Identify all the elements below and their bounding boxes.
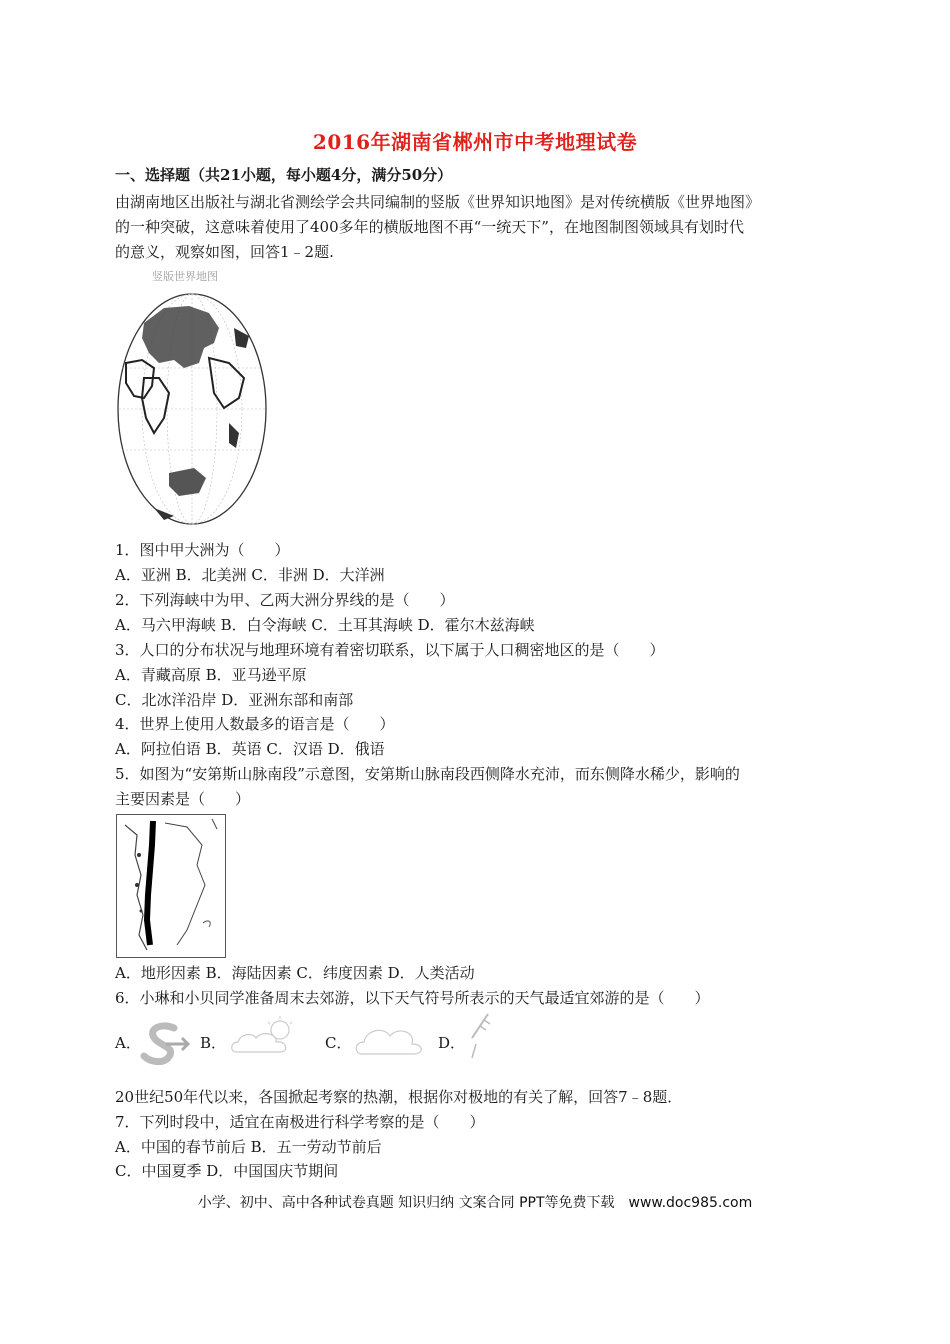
question-1: 1．图中甲大洲为（ ） bbox=[115, 541, 290, 559]
page-footer: 小学、初中、高中各种试卷真题 知识归纳 文案合同 PPT等免费下载 www.doc985.com bbox=[197, 1195, 753, 1211]
question-5-options: A．地形因素 B．海陆因素 C．纬度因素 D．人类活动 bbox=[115, 964, 475, 982]
question-2-options: A．马六甲海峡 B．白令海峡 C．土耳其海峡 D．霍尔木兹海峡 bbox=[115, 616, 535, 634]
question-4-options: A．阿拉伯语 B．英语 C．汉语 D．俄语 bbox=[115, 740, 385, 758]
question-7-options-a: A．中国的春节前后 B．五一劳动节前后 bbox=[115, 1138, 382, 1156]
intro-7-8: 20世纪50年代以来，各国掀起考察的热潮，根据你对极地的有关了解，回答7﹣8题． bbox=[115, 1088, 683, 1106]
intro-line-2: 的一种突破，这意味着使用了400多年的横版地图不再“一统天下”，在地图制图领域具有划时代 bbox=[115, 218, 744, 236]
world-map-image bbox=[114, 268, 270, 530]
question-7: 7．下列时段中，适宜在南极进行科学考察的是（ ） bbox=[115, 1113, 485, 1131]
intro-line-3: 的意义，观察如图，回答1﹣2题. bbox=[115, 243, 334, 261]
rain-icon bbox=[462, 1010, 496, 1062]
question-3-options-a: A．青藏高原 B．亚马逊平原 bbox=[115, 666, 307, 684]
question-4: 4．世界上使用人数最多的语言是（ ） bbox=[115, 715, 395, 733]
cloud-icon bbox=[352, 1018, 428, 1060]
weather-option-c-label: C． bbox=[325, 1034, 352, 1052]
intro-line-1: 由湖南地区出版社与湖北省测绘学会共同编制的竖版《世界知识地图》是对传统横版《世界地图》 bbox=[115, 193, 761, 211]
weather-option-d-label: D． bbox=[438, 1034, 466, 1052]
question-3: 3．人口的分布状况与地理环境有着密切联系，以下属于人口稠密地区的是（ ） bbox=[115, 641, 665, 659]
cloudy-sun-icon bbox=[228, 1014, 312, 1058]
weather-option-a-label: A． bbox=[115, 1034, 141, 1052]
andes-map-image bbox=[117, 815, 225, 957]
sandstorm-icon bbox=[140, 1020, 192, 1066]
question-6: 6．小琳和小贝同学准备周末去郊游，以下天气符号所表示的天气最适宜郊游的是（ ） bbox=[115, 989, 710, 1007]
map-caption: 竖版世界地图 bbox=[152, 270, 218, 283]
question-5-cont: 主要因素是（ ） bbox=[115, 790, 251, 808]
weather-option-b-label: B． bbox=[200, 1034, 227, 1052]
page-title: 2016年湖南省郴州市中考地理试卷 bbox=[312, 130, 638, 154]
vertical-world-map-figure bbox=[114, 268, 270, 530]
question-1-options: A．亚洲 B．北美洲 C．非洲 D．大洋洲 bbox=[115, 566, 385, 584]
section-header: 一、选择题（共21小题，每小题4分，满分50分） bbox=[115, 166, 453, 184]
andes-map-figure bbox=[116, 814, 226, 958]
question-2: 2．下列海峡中为甲、乙两大洲分界线的是（ ） bbox=[115, 591, 455, 609]
question-3-options-b: C．北冰洋沿岸 D．亚洲东部和南部 bbox=[115, 691, 354, 709]
question-7-options-b: C．中国夏季 D．中国国庆节期间 bbox=[115, 1162, 339, 1180]
question-5: 5．如图为“安第斯山脉南段”示意图，安第斯山脉南段西侧降水充沛，而东侧降水稀少，影响的 bbox=[115, 765, 740, 783]
